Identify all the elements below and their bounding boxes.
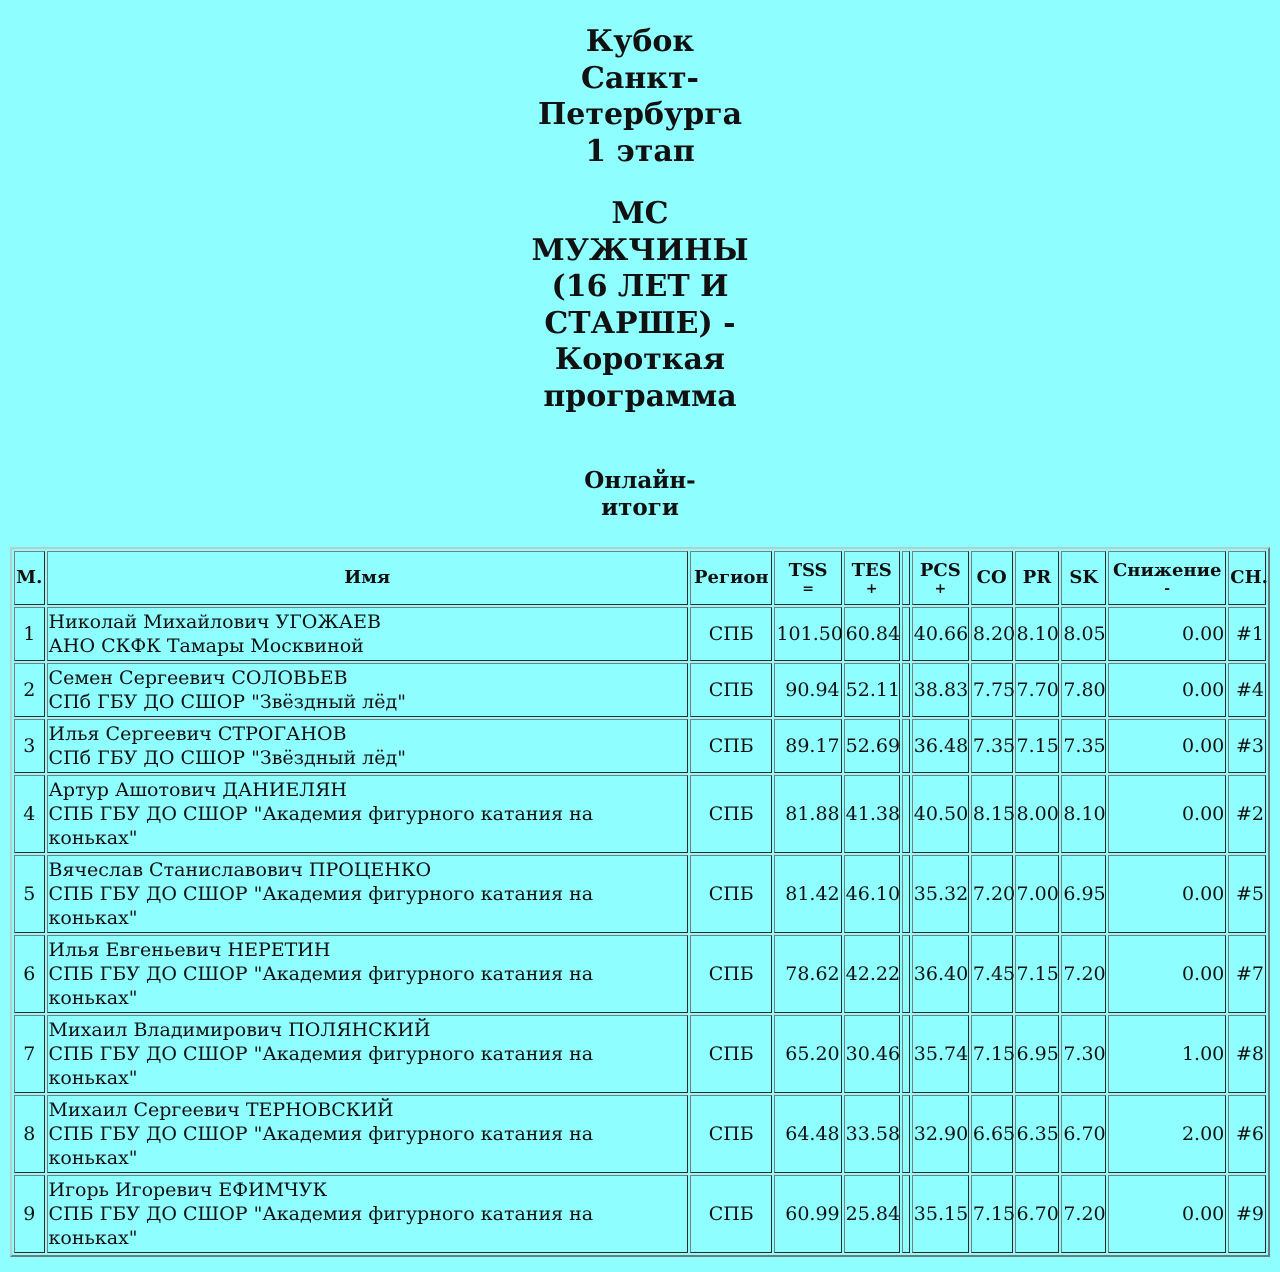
name-cell [47, 719, 688, 773]
table-row [14, 1095, 1266, 1173]
separator-cell [902, 1175, 910, 1253]
region-cell: СПБ [690, 1015, 772, 1093]
region-cell: СПБ [690, 719, 772, 773]
co-cell: 7.75 [971, 663, 1013, 717]
table-row [14, 775, 1266, 853]
separator-cell [902, 1095, 910, 1173]
pr-cell: 8.00 [1015, 775, 1060, 853]
subtitle-line: Онлайн- [584, 467, 696, 494]
co-cell: 7.15 [971, 1175, 1013, 1253]
header-co: CO [971, 551, 1013, 605]
name-cell [47, 935, 688, 1013]
header-start-number: СН. [1228, 551, 1266, 605]
deductions-cell: 0.00 [1108, 663, 1226, 717]
start-number-cell: #6 [1228, 1095, 1266, 1173]
header-name: Имя [47, 551, 688, 605]
tes-cell: 30.46 [844, 1015, 900, 1093]
header-tes [844, 551, 900, 605]
pcs-cell: 40.66 [912, 607, 969, 661]
pr-cell: 8.10 [1015, 607, 1060, 661]
header-region: Регион [690, 551, 772, 605]
place-cell: 5 [14, 855, 45, 933]
table-row [14, 1175, 1266, 1253]
table-row [14, 855, 1266, 933]
start-number-cell: #9 [1228, 1175, 1266, 1253]
name-cell [47, 775, 688, 853]
tes-cell: 33.58 [844, 1095, 900, 1173]
club-name: СПб ГБУ ДО СШОР "Звёздный лёд" [48, 747, 406, 769]
separator-cell [902, 775, 910, 853]
header-sk: SK [1061, 551, 1106, 605]
place-cell: 7 [14, 1015, 45, 1093]
athlete-name: Михаил Владимирович ПОЛЯНСКИЙ [48, 1019, 431, 1041]
pr-cell: 6.35 [1015, 1095, 1060, 1173]
sk-cell: 8.10 [1061, 775, 1106, 853]
tss-cell: 101.50 [774, 607, 841, 661]
event-line: программа [543, 378, 737, 414]
athlete-name: Семен Сергеевич СОЛОВЬЕВ [48, 667, 348, 689]
pr-cell: 7.00 [1015, 855, 1060, 933]
sk-cell: 6.95 [1061, 855, 1106, 933]
co-cell: 8.15 [971, 775, 1013, 853]
tes-cell: 25.84 [844, 1175, 900, 1253]
title-line: Петербурга [537, 97, 743, 132]
tss-cell: 81.42 [774, 855, 841, 933]
title-line: Санкт- [581, 60, 699, 96]
separator-cell [902, 607, 910, 661]
deductions-cell: 0.00 [1108, 719, 1226, 773]
start-number-cell: #4 [1228, 663, 1266, 717]
header-place: М. [14, 551, 45, 605]
table-header-row [14, 551, 1266, 605]
co-cell: 7.20 [971, 855, 1013, 933]
region-cell: СПБ [690, 855, 772, 933]
athlete-name: Илья Сергеевич СТРОГАНОВ [48, 723, 347, 745]
competition-title [525, 24, 755, 170]
region-cell: СПБ [690, 607, 772, 661]
header-tes-label: TES [851, 560, 892, 581]
event-line: (16 ЛЕТ И [551, 269, 729, 304]
tes-cell: 41.38 [844, 775, 900, 853]
separator-cell [902, 551, 910, 605]
start-number-cell: #3 [1228, 719, 1266, 773]
separator-cell [902, 1015, 910, 1093]
separator-cell [902, 855, 910, 933]
place-cell: 8 [14, 1095, 45, 1173]
event-line: МС [611, 196, 669, 231]
tes-cell: 52.69 [844, 719, 900, 773]
table-row [14, 607, 1266, 661]
pr-cell: 6.70 [1015, 1175, 1060, 1253]
pr-cell: 7.15 [1015, 719, 1060, 773]
athlete-name: Николай Михайлович УГОЖАЕВ [48, 611, 381, 633]
club-name: СПБ ГБУ ДО СШОР "Академия фигурного катания на коньках" [48, 1123, 594, 1169]
pcs-cell: 36.48 [912, 719, 969, 773]
club-name: СПб ГБУ ДО СШОР "Звёздный лёд" [48, 691, 406, 713]
page-title [0, 24, 1280, 415]
pcs-cell: 35.15 [912, 1175, 969, 1253]
deductions-cell: 1.00 [1108, 1015, 1226, 1093]
co-cell: 7.45 [971, 935, 1013, 1013]
club-name: СПБ ГБУ ДО СШОР "Академия фигурного катания на коньках" [48, 1043, 594, 1089]
header-tss-sign: = [802, 581, 814, 597]
deductions-cell: 0.00 [1108, 935, 1226, 1013]
pr-cell: 7.15 [1015, 935, 1060, 1013]
separator-cell [902, 719, 910, 773]
start-number-cell: #8 [1228, 1015, 1266, 1093]
sk-cell: 7.20 [1061, 1175, 1106, 1253]
deductions-cell: 2.00 [1108, 1095, 1226, 1173]
table-row [14, 1015, 1266, 1093]
sk-cell: 7.80 [1061, 663, 1106, 717]
deductions-cell: 0.00 [1108, 1175, 1226, 1253]
tes-cell: 52.11 [844, 663, 900, 717]
tss-cell: 78.62 [774, 935, 841, 1013]
name-cell [47, 1015, 688, 1093]
co-cell: 6.65 [971, 1095, 1013, 1173]
club-name: СПБ ГБУ ДО СШОР "Академия фигурного катания на коньках" [48, 963, 594, 1009]
sk-cell: 6.70 [1061, 1095, 1106, 1173]
header-pr: PR [1015, 551, 1060, 605]
table-row [14, 663, 1266, 717]
header-deductions-label: Снижение [1112, 560, 1222, 581]
tss-cell: 81.88 [774, 775, 841, 853]
header-tss-label: TSS [788, 560, 828, 581]
tss-cell: 64.48 [774, 1095, 841, 1173]
tes-cell: 60.84 [844, 607, 900, 661]
separator-cell [902, 935, 910, 1013]
club-name: СПБ ГБУ ДО СШОР "Академия фигурного катания на коньках" [48, 883, 594, 929]
place-cell: 9 [14, 1175, 45, 1253]
header-pcs-sign: + [934, 581, 947, 597]
club-name: СПБ ГБУ ДО СШОР "Академия фигурного катания на коньках" [48, 803, 594, 849]
region-cell: СПБ [690, 935, 772, 1013]
results-table [10, 547, 1270, 1257]
name-cell [47, 1175, 688, 1253]
place-cell: 3 [14, 719, 45, 773]
pr-cell: 7.70 [1015, 663, 1060, 717]
results-body [14, 607, 1266, 1253]
deductions-cell: 0.00 [1108, 775, 1226, 853]
place-cell: 1 [14, 607, 45, 661]
co-cell: 7.15 [971, 1015, 1013, 1093]
table-row [14, 935, 1266, 1013]
club-name: АНО СКФК Тамары Москвиной [48, 635, 364, 657]
pcs-cell: 36.40 [912, 935, 969, 1013]
header-deductions-sign: - [1164, 581, 1171, 597]
start-number-cell: #5 [1228, 855, 1266, 933]
pr-cell: 6.95 [1015, 1015, 1060, 1093]
separator-cell [902, 663, 910, 717]
tes-cell: 42.22 [844, 935, 900, 1013]
place-cell: 2 [14, 663, 45, 717]
event-line: СТАРШЕ) - [544, 305, 736, 341]
region-cell: СПБ [690, 663, 772, 717]
pcs-cell: 40.50 [912, 775, 969, 853]
athlete-name: Артур Ашотович ДАНИЕЛЯН [48, 779, 347, 801]
subtitle-line: итоги [601, 494, 679, 521]
event-line: МУЖЧИНЫ [531, 232, 749, 268]
tes-cell: 46.10 [844, 855, 900, 933]
pcs-cell: 38.83 [912, 663, 969, 717]
co-cell: 8.20 [971, 607, 1013, 661]
title-line: 1 этап [585, 133, 695, 169]
results-subtitle [0, 467, 1280, 521]
region-cell: СПБ [690, 1175, 772, 1253]
name-cell [47, 607, 688, 661]
header-tes-sign: + [865, 581, 878, 597]
start-number-cell: #1 [1228, 607, 1266, 661]
start-number-cell: #7 [1228, 935, 1266, 1013]
co-cell: 7.35 [971, 719, 1013, 773]
athlete-name: Михаил Сергеевич ТЕРНОВСКИЙ [48, 1099, 394, 1121]
event-line: Короткая [554, 342, 726, 377]
header-tss [774, 551, 841, 605]
sk-cell: 8.05 [1061, 607, 1106, 661]
sk-cell: 7.35 [1061, 719, 1106, 773]
header-deductions [1108, 551, 1226, 605]
event-title [525, 196, 755, 415]
tss-cell: 65.20 [774, 1015, 841, 1093]
club-name: СПБ ГБУ ДО СШОР "Академия фигурного катания на коньках" [48, 1203, 594, 1249]
name-cell [47, 855, 688, 933]
region-cell: СПБ [690, 1095, 772, 1173]
tss-cell: 60.99 [774, 1175, 841, 1253]
header-pcs-label: PCS [919, 560, 961, 581]
sk-cell: 7.20 [1061, 935, 1106, 1013]
pcs-cell: 35.32 [912, 855, 969, 933]
deductions-cell: 0.00 [1108, 607, 1226, 661]
tss-cell: 89.17 [774, 719, 841, 773]
title-line: Кубок [585, 24, 695, 59]
table-row [14, 719, 1266, 773]
start-number-cell: #2 [1228, 775, 1266, 853]
name-cell [47, 663, 688, 717]
header-pcs [912, 551, 969, 605]
athlete-name: Илья Евгеньевич НЕРЕТИН [48, 939, 331, 961]
pcs-cell: 32.90 [912, 1095, 969, 1173]
pcs-cell: 35.74 [912, 1015, 969, 1093]
athlete-name: Игорь Игоревич ЕФИМЧУК [48, 1179, 328, 1201]
tss-cell: 90.94 [774, 663, 841, 717]
deductions-cell: 0.00 [1108, 855, 1226, 933]
place-cell: 4 [14, 775, 45, 853]
athlete-name: Вячеслав Станиславович ПРОЦЕНКО [48, 859, 432, 881]
sk-cell: 7.30 [1061, 1015, 1106, 1093]
name-cell [47, 1095, 688, 1173]
region-cell: СПБ [690, 775, 772, 853]
place-cell: 6 [14, 935, 45, 1013]
